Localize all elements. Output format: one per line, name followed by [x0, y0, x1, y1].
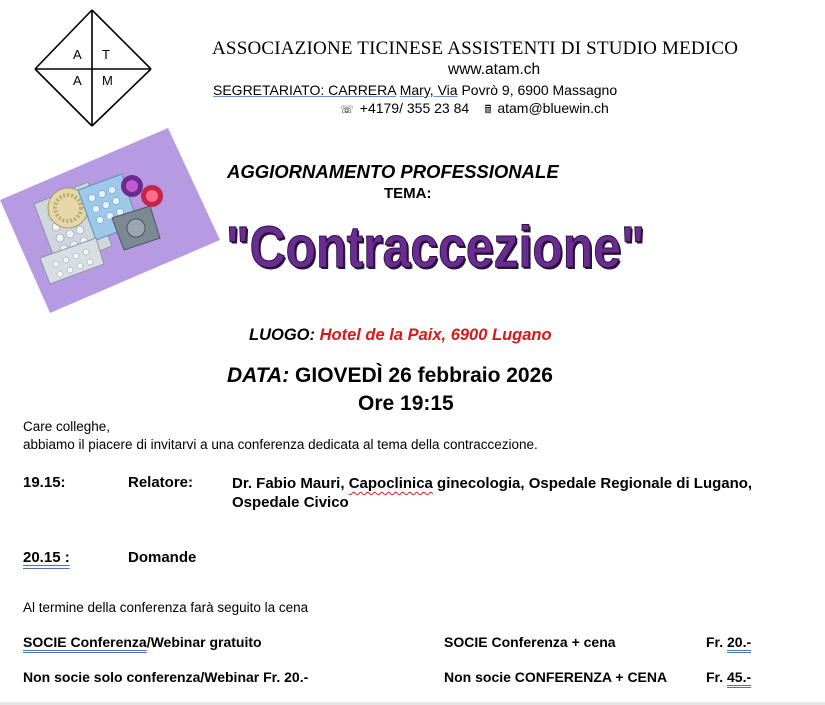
secretariat-address — [213, 82, 617, 98]
speaker-detail-2: Ospedale Civico — [232, 494, 349, 511]
phone-number: +4179/ 355 23 84 — [359, 100, 470, 116]
nonmembers-dinner-amount: 45.- — [727, 669, 752, 685]
nonmembers-dinner-price — [706, 669, 751, 685]
venue-value: Hotel de la Paix, 6900 Lugano — [319, 326, 552, 344]
contacts-line — [340, 100, 609, 120]
event-title: "Contraccezione" — [226, 215, 645, 280]
website-link[interactable]: www.atam.ch — [448, 61, 541, 78]
event-theme-label: TEMA: — [384, 185, 432, 202]
date-line — [227, 364, 553, 388]
logo-letter-a2: A — [73, 73, 82, 88]
members-conference-price — [23, 634, 262, 650]
nonmembers-conference-price: Non socie solo conferenza/Webinar Fr. 20.- — [23, 669, 309, 685]
secretariat-street: Povrò 9, 6900 Massagno — [457, 82, 618, 98]
fax-email-icon: 🖩 — [484, 104, 492, 116]
speaker-name: Dr. Fabio Mauri, — [232, 475, 349, 492]
agenda-speaker — [232, 474, 752, 512]
speaker-detail: ginecologia, Ospedale Regionale di Lugano, — [432, 475, 753, 492]
date-value: GIOVEDÌ 26 febbraio 2026 — [289, 364, 553, 387]
speaker-role: Capoclinica — [348, 475, 433, 492]
members-dinner-currency: Fr. — [706, 634, 728, 650]
logo-letter-t: T — [102, 47, 110, 62]
organization-name: ASSOCIAZIONE TICINESE ASSISTENTI DI STUDIO MEDICO — [212, 38, 739, 59]
secretariat-label: SEGRETARIATO: CARRERA — [213, 82, 396, 98]
atam-logo — [33, 8, 155, 128]
logo-letter-a1: A — [73, 47, 82, 62]
agenda-time-1: 19.15: — [23, 474, 66, 491]
members-conference-label: SOCIE Conferenza — [23, 634, 147, 650]
nonmembers-dinner-label: Non socie CONFERENZA + CENA — [444, 669, 668, 685]
logo-letter-m: M — [102, 73, 113, 88]
email-address[interactable]: atam@bluewin.ch — [497, 100, 609, 116]
greeting-block — [23, 418, 813, 454]
dinner-note: Al termine della conferenza farà seguito la cena — [23, 600, 309, 615]
members-dinner-amount: 20.- — [727, 634, 752, 650]
time-line: Ore 19:15 — [358, 392, 454, 415]
agenda-label-1: Relatore: — [128, 474, 194, 491]
nonmembers-dinner-currency: Fr. — [706, 669, 728, 685]
intro-text: abbiamo il piacere di invitarvi a una conferenza dedicata al tema della contraccezione. — [23, 437, 538, 452]
phone-icon: ☏ — [340, 104, 354, 116]
greeting: Care colleghe, — [23, 419, 111, 434]
date-label: DATA: — [227, 364, 290, 387]
event-type: AGGIORNAMENTO PROFESSIONALE — [227, 161, 559, 182]
secretariat-name: Mary, Via — [399, 82, 458, 98]
agenda-label-2: Domande — [128, 549, 197, 566]
contraceptives-photo — [0, 128, 220, 313]
members-dinner-label: SOCIE Conferenza + cena — [444, 634, 616, 650]
members-dinner-price — [706, 634, 751, 650]
members-conference-suffix: /Webinar gratuito — [146, 634, 262, 650]
venue-line — [249, 326, 552, 345]
venue-label: LUOGO: — [249, 326, 320, 344]
agenda-time-2: 20.15 : — [23, 549, 70, 566]
